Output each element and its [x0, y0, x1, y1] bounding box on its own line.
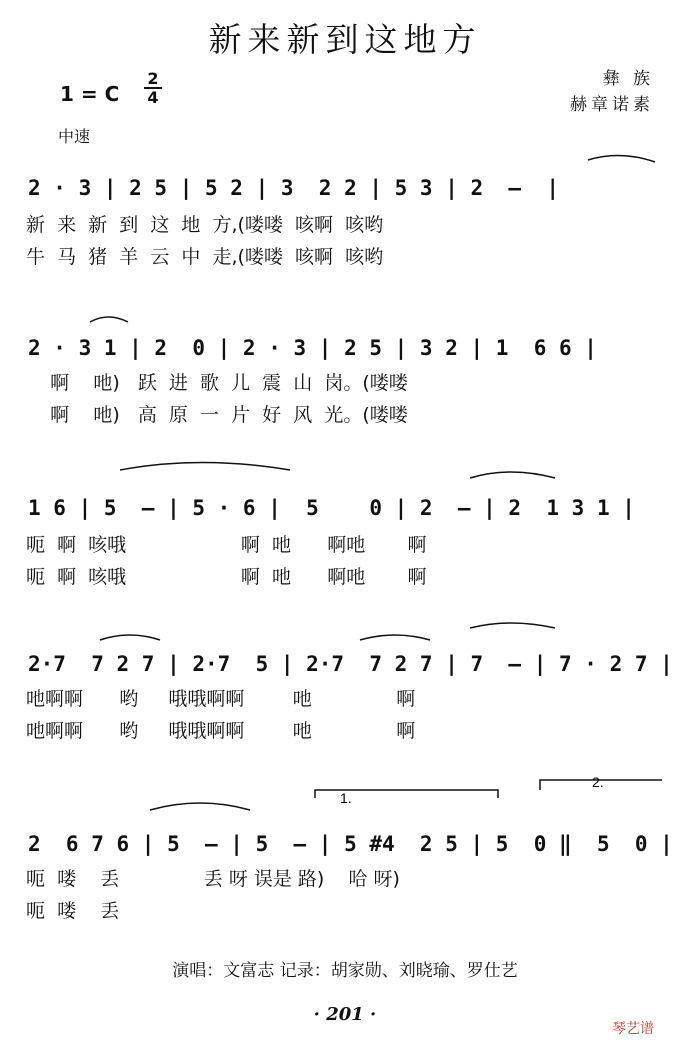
lyric-verse-1: 啊 吔) 跃 进 歌 儿 震 山 岗。(喽喽	[26, 372, 408, 394]
staff-notes: 2 · 3 1 | 2 0 | 2 · 3 | 2 5 | 3 2 | 1 6 6 |	[28, 336, 597, 360]
lyric-verse-2: 啊 吔) 高 原 一 片 好 风 光。(喽喽	[26, 404, 408, 426]
volta-label-2: 2.	[592, 774, 604, 790]
lyric-verse-1: 呃 啊 咳哦 啊 吔 啊吔 啊	[26, 534, 427, 556]
tempo-marking: 中速	[58, 127, 91, 146]
volta-label-1: 1.	[340, 790, 352, 806]
staff-notes: 2 · 3 | 2 5 | 5 2 | 3 2 2 | 5 3 | 2 – |	[28, 176, 560, 200]
time-signature-bottom: 4	[147, 88, 159, 107]
lyric-verse-1: 新 来 新 到 这 地 方,(喽喽 咳啊 咳哟	[26, 214, 384, 236]
time-signature-top: 2	[147, 69, 159, 88]
performer-credits: 演唱：文富志 记录：胡家勋、刘晓瑜、罗仕艺	[172, 961, 518, 981]
slur-mark	[470, 472, 555, 478]
song-title: 新来新到这地方	[208, 20, 482, 59]
slur-mark	[90, 317, 128, 322]
watermark-logo: 琴艺谱	[612, 1021, 654, 1037]
staff-notes: 2·7 7 2 7 | 2·7 5 | 2·7 7 2 7 | 7 – | 7 · 2 7 |	[28, 652, 673, 676]
staff-notes: 1 6 | 5 – | 5 · 6 | 5 0 | 2 – | 2 1 3 1 |	[28, 496, 635, 520]
lyric-verse-1: 吔啊啊 哟 哦哦啊啊 吔 啊	[26, 688, 416, 710]
slur-mark	[150, 803, 250, 810]
arranger: 赫章诺素	[570, 95, 654, 115]
page-number: · 201 ·	[313, 1004, 377, 1025]
slur-mark	[120, 463, 290, 471]
lyric-verse-2: 呃 啊 咳哦 啊 吔 啊吔 啊	[26, 566, 427, 588]
ethnic-group: 彝 族	[602, 69, 654, 89]
slur-mark	[100, 635, 160, 640]
lyric-verse-1: 呃 喽 丢 丢 呀 误是 路) 哈 呀)	[26, 868, 400, 890]
slur-mark	[470, 623, 555, 628]
staff-notes: 2 6 7 6 | 5 – | 5 – | 5 #4 2 5 | 5 0 ‖ 5 0 |	[28, 832, 673, 856]
lyric-verse-2: 牛 马 猪 羊 云 中 走,(喽喽 咳啊 咳哟	[26, 246, 384, 268]
slur-mark	[588, 155, 655, 162]
lyric-verse-2: 呃 喽 丢	[26, 900, 120, 922]
slur-mark	[360, 635, 430, 640]
lyric-verse-2: 吔啊啊 哟 哦哦啊啊 吔 啊	[26, 720, 416, 742]
key-signature: 1 = C	[60, 82, 120, 106]
